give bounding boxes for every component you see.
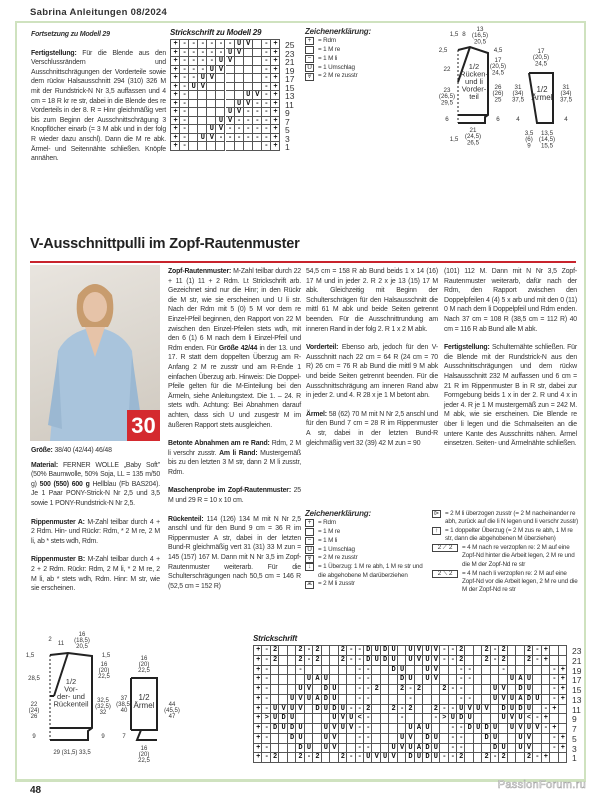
measurement-line: 15,5: [540, 142, 554, 150]
measurement-line: 1,5: [449, 31, 459, 38]
legend-top: [305, 28, 400, 81]
measurement-line: 6: [445, 116, 449, 123]
measurement-label: [102, 653, 111, 659]
measurement-line: 25: [494, 96, 502, 104]
zopf-text: M-Zahl teilbar durch 22 + 11 (1) 11 + 2 Rdm. Lt Strickschrift arb. Gezeichnet sind nur die Hinr; in den Rückr die M str, wie sie erscheinen und U li str. Nach der Rdm mit 5 (0) 5 M vor dem re Einzel-Pfeil beginnen, den Rapport von 22 M zwischen den Einzel-Pfeilen stets wdh, mit den 6 (1) 6 M nach dem li Einzel-Pfeil und Rdm enden. Für: [168, 268, 301, 352]
chart-row-stitches: +- - -- DU UV -- - -+: [256, 665, 570, 674]
legend-main-col1: [305, 510, 425, 589]
measurement-line: 26: [30, 714, 38, 720]
measurement-line: 7: [122, 734, 126, 740]
chart-row-number: 11: [572, 704, 581, 715]
measurement-line: (20): [138, 662, 150, 668]
legend-item: [305, 519, 425, 527]
measurement-line: und li: [465, 77, 483, 86]
measurement-line: 2,5: [438, 47, 448, 54]
measurement-line: Vorder-: [461, 84, 487, 94]
measurement-label: [58, 641, 65, 647]
edge-stitch-icon: +: [305, 37, 314, 45]
legend-item: [305, 537, 425, 545]
chart-row-number: 21: [285, 57, 295, 68]
measurement-label: [450, 31, 459, 38]
chart-row-number: 1: [572, 753, 577, 764]
measurement-line: 28,5: [28, 676, 40, 682]
chart-row-stitches: +-DUDU UVUV-- UAU --DUDU UVUV-+: [256, 724, 561, 732]
measurement-line: 22,5: [138, 758, 150, 764]
measurement-line: 16: [100, 662, 108, 668]
knitting-chart-model29: [170, 39, 295, 153]
measurement-line: 2: [48, 637, 52, 643]
sleeve-piece-label: [134, 693, 155, 710]
measurement-line: 23: [443, 87, 451, 94]
measurement-label: [116, 696, 132, 714]
legend-item: [432, 570, 582, 595]
gauge-text: 25 M und 29 R = 10 x 10 cm.: [168, 487, 301, 505]
skp-icon: ↓: [305, 563, 314, 571]
legend-text: = 1 doppelter Überzug (= 2 M zus re abh, 1 M re str, dann die abgehobenen M überziehen): [445, 527, 573, 543]
measurement-line: (20): [138, 752, 150, 758]
ribA-text: M-Zahl teilbar durch 4 + 2 Rdm. Hin- und Rückr: Rdm, * 2 M re, 2 M li, ab * stets wdh, Rdm.: [31, 518, 160, 545]
legend-item: [305, 554, 425, 562]
betont-lead2: Am li Rand:: [219, 449, 258, 457]
measurement-label: [445, 116, 449, 123]
material-amount: 500 (550) 600 g: [39, 480, 90, 488]
chart-row-number: 19: [285, 65, 295, 76]
betont-text2: Mustergemäß bis zu den letzten 3 M str, dann 2 M li zusstr, Rdm.: [168, 449, 301, 476]
back-lead: Rückenteil:: [168, 515, 204, 523]
legend-item: [305, 55, 400, 63]
zopf-text2: in der 13. und 17. R statt dem doppelten Überzug am R-Anfang 2 M re zusstr und am R-Ende 1 einfachen Überzug arb. Hinweis: Die Doppel-Pfeile gelten für die M-Einteilung bei den Ärmeln, siehe Anleitungstext. Die 1. – 24. R stets wdh. Achtung: Bei Abnahmen darauf achten, dass sich U und zusgestr M im äußeren Rapport stets ausgleichen.: [168, 344, 301, 429]
measurement-line: 1/2: [468, 62, 480, 71]
measurement-label: [496, 116, 500, 123]
chart-row-number: 11: [285, 99, 294, 110]
measurement-line: 1/2: [65, 677, 77, 686]
measurement-line: 20,5: [473, 38, 487, 46]
measurement-line: 29,5: [440, 99, 454, 107]
measurement-line: 8: [462, 31, 466, 38]
continuation-kicker: Fortsetzung zu Modell 29: [31, 31, 110, 38]
measurement-label: [539, 130, 555, 149]
chart-row-stitches: +- UV--+: [173, 99, 283, 108]
measurement-line: 1/2: [138, 693, 150, 702]
chart-row-number: 9: [285, 108, 290, 119]
legend-item: [305, 64, 400, 72]
measurement-label: [472, 26, 488, 45]
measurement-line: 3,5: [524, 130, 534, 137]
front-text: Ebenso arb, jedoch für den V-Ausschnitt nach 22 cm = 64 R (24 cm = 70 R) 26 cm = 76 R ab Bund die mittl 9 M abk und beide Seiten getrennt beenden. Für die Ausschnittschrägung am inneren Rand abw in jeder 2. und 4. R 28 x je 1 M betont abn.: [306, 344, 438, 400]
finishing-lead: Fertigstellung:: [444, 344, 490, 352]
double-decrease-icon: ↑: [432, 527, 441, 535]
measurement-line: 17: [494, 57, 502, 64]
legend-item: [432, 544, 582, 569]
legend-item: [305, 563, 425, 580]
measurement-line: 29 (31,5) 33,5: [53, 750, 91, 756]
measurement-line: 24,5: [534, 60, 548, 68]
measurement-line: 4: [564, 116, 568, 123]
chart-row-number: 7: [572, 724, 577, 734]
measurement-line: (16,5): [471, 32, 489, 40]
measurement-label: [74, 632, 90, 650]
legend-top-title: Zeichenerklärung:: [305, 27, 371, 36]
legend-text: = 2 M li zusstr: [318, 580, 355, 588]
measurement-line: 21: [469, 127, 477, 134]
material-text: FERNER WOLLE „Baby Soft" (50% Baumwolle, 50% Soja, LL = 135 m/50 g): [31, 461, 160, 488]
chart-row-number: 19: [572, 665, 582, 676]
p2tog-icon: ⩕: [305, 581, 314, 589]
measurement-line: (24): [28, 708, 40, 714]
chart-row-stitches: +- UAU -- DU UV -- UAU -+: [256, 675, 570, 684]
article-title: V-Ausschnittpulli im Zopf-Rautenmuster: [30, 236, 300, 252]
sleeve-continued: (101) 112 M. Dann mit N Nr 3,5 Zopf-Rautenmuster weiterarb, dafür nach der Rdm, den Rapport zwischen den Doppelpfeilen 4 (4) 5 x arb und mit den 0 (11) 0 M nach dem li Doppelpfeil und Rdm enden. Nach 37 cm = 108 R (38,5 cm = 112 R) 40 cm = 116 R ab Bund alle M abk.: [444, 268, 577, 333]
chart-title-main: Strickschrift: [253, 634, 298, 643]
measurement-label: [26, 653, 35, 659]
chart-row-stitches: +-UV -+: [173, 82, 283, 91]
sleeve-lead: Ärmel:: [306, 410, 327, 418]
chart-row-number: 5: [572, 733, 577, 744]
body-piece-label: [460, 62, 488, 101]
legend-text: = 1 M li: [318, 54, 338, 62]
measurement-label: [512, 84, 525, 103]
chart-cell: [559, 656, 567, 666]
chart-cell: [559, 646, 567, 656]
chart-row-stitches: +- UV----+: [173, 116, 283, 125]
chart-row-stitches: +- UVUADU -- - -- UVUADU -+: [256, 694, 570, 703]
measurement-line: (20): [98, 668, 110, 674]
legend-main-title: Zeichenerklärung:: [305, 509, 371, 518]
measurement-line: Vor-: [64, 684, 78, 694]
measurement-line: (26): [492, 90, 504, 98]
chart-row-stitches: +-2 2-2 2--UVUV DUDU--2 2-2 2-+: [256, 753, 553, 762]
legend-item: [432, 527, 582, 544]
measurement-line: 22: [443, 66, 451, 73]
chart-row-stitches: +>UDU UVU<- - ->UDU UVU<-+: [256, 714, 553, 723]
measurement-line: 32: [99, 710, 107, 716]
chart-row-number: 3: [285, 133, 290, 144]
measurement-line: 22: [30, 702, 38, 708]
measurement-line: 1,5: [101, 653, 111, 659]
chart-row-number: 21: [572, 655, 582, 666]
measurement-line: teil: [469, 92, 479, 101]
measurement-label: [98, 662, 110, 680]
measurement-line: (26,5): [438, 93, 456, 101]
measurement-label: [516, 116, 520, 123]
measurement-line: Rücken-: [460, 69, 488, 79]
measurement-label: [164, 702, 180, 720]
measurement-line: 26: [494, 84, 502, 91]
measurement-line: 6: [496, 116, 500, 123]
legend-item: [305, 580, 425, 588]
title-underline: [30, 261, 576, 263]
measurement-label: [444, 66, 451, 73]
measurement-line: (34): [512, 90, 524, 98]
legend-text: = 4 M nach li verzopfen re: 2 M auf eine Zopf-Nd vor die Arbeit legen, 2 M re und die M der Zopf-Nd re str: [462, 569, 578, 594]
chart-row-stitches: +- UV------+: [173, 133, 283, 142]
measurement-line: 32,5: [97, 698, 109, 704]
chart-row-number: 25: [285, 40, 295, 50]
model-photo: [30, 265, 160, 441]
measurement-label: [465, 127, 481, 146]
measurement-label: [29, 702, 40, 720]
measurement-line: 40: [120, 708, 128, 714]
legend-text: = 1 M re: [318, 46, 341, 54]
material-lead: Material:: [31, 461, 58, 469]
ribB-text: M-Zahl teilbar durch 4 + 2 + 2 Rdm. Rückr: Rdm, 2 M li, * 2 M re, 2 M li, ab * stets wdh, Rdm. Hinr: M str, wie sie erscheinen.: [31, 556, 160, 593]
measurement-label: [138, 746, 150, 764]
chart-row-stitches: +- UV-----+: [173, 125, 283, 134]
chart-row-stitches: +- DU UV -- UV DU -- DU UV -+: [256, 733, 570, 742]
measurement-label: [533, 48, 549, 67]
legend-item: [305, 546, 425, 554]
size-lead: Größe:: [31, 447, 53, 454]
size-text: 38/40 (42/44) 46/48: [52, 447, 112, 454]
chart-row-number: 5: [285, 125, 290, 136]
measurement-label: [32, 734, 36, 740]
legend-text: = 2 M re zusstr: [318, 554, 358, 562]
measurement-line: 9: [32, 734, 36, 740]
chart-row-number: 1: [285, 142, 290, 153]
chart-row-number: 13: [285, 91, 295, 102]
legend-item: [305, 72, 400, 80]
chart-row-number: 15: [572, 685, 582, 695]
gauge-lead: Maschenprobe im Zopf-Rautenmuster:: [168, 487, 291, 495]
model-number-badge: 30: [127, 410, 160, 441]
measurement-line: 17: [537, 48, 545, 55]
measurement-line: 16: [140, 656, 148, 662]
k2tog-icon: ⩔: [305, 555, 314, 563]
yarn-over-icon: U: [305, 64, 314, 72]
sleeve-piece-label: [532, 85, 553, 102]
chart-row-number: 17: [285, 74, 295, 85]
chart-row-number: 3: [572, 743, 577, 754]
measurement-line: 1,5: [449, 136, 459, 143]
chart-row-stitches: +------UV -+: [173, 40, 283, 48]
article-col3: [306, 267, 438, 457]
chart-row-number: 13: [572, 694, 582, 705]
ribB-lead: Rippenmuster B:: [31, 556, 86, 564]
knitting-chart-main: [253, 645, 582, 764]
legend-item: [305, 528, 425, 536]
purl-icon: −: [305, 537, 314, 545]
chart-cell: [559, 714, 567, 724]
measurement-label: [95, 698, 111, 716]
magazine-header: Sabrina Anleitungen 08/2024: [30, 7, 168, 18]
chart-row-stitches: +- UV-+: [173, 91, 283, 100]
measurement-line: 13: [476, 26, 484, 33]
yarn-over-icon: U: [305, 546, 314, 554]
chart-row-stitches: +--UV -+: [173, 74, 283, 83]
chart-row-stitches: +-----UV -+: [173, 48, 283, 57]
chart-row-stitches: +-2 2-2 2--DUDU UVUV--2 2-2 2-+: [256, 655, 553, 664]
legend-text: = Rdm: [318, 37, 336, 45]
measurement-line: (20,5): [532, 54, 550, 62]
ribA-lead: Rippenmuster A:: [31, 518, 85, 526]
measurement-line: (45,5): [164, 708, 180, 714]
measurement-line: (20,5): [489, 63, 507, 71]
measurement-label: [53, 750, 91, 756]
measurement-line: 22,5: [98, 674, 110, 680]
legend-text: = 1 Umschlag: [318, 63, 355, 71]
k2tog-icon: ⩔: [305, 73, 314, 81]
measurement-line: der- und: [57, 692, 85, 701]
finish-text: Für die Blende aus den Verschlussrändern und Ausschnittschrägungen der Vorderteile sowie dem rückw Halsausschnitt 294 (310) 326 M mit der Rundstrick-N Nr 3,5 auffassen und 4 cm = 18 R kr re str, dabei in die Blende des re Vorderteils in der 8. R = Hinr gleichmäßig vert bis zum Beginn der Ausschnittschrägung 3 Knopflöcher einarb (= 3 M abk und in der folg R wieder dazu anschl). Dann die M re abk. Ärmel- und Seitennähte schließen. Knöpfe annähen.: [31, 49, 166, 163]
measurement-label: [564, 116, 568, 123]
watermark: PassionForum.ru: [497, 779, 586, 791]
measurement-line: 22,5: [138, 668, 150, 674]
measurement-line: 47: [168, 714, 176, 720]
material-text2: Hellblau (Fb BAS204). Je 1 Paar PONY-Strick-N Nr 2,5 und 3,5 sowie 1 PONY-Rundstrick-N Nr 2,5.: [31, 480, 160, 507]
measurement-line: (32,5): [95, 704, 111, 710]
measurement-line: (6): [525, 136, 533, 144]
legend-text: = 1 M li: [318, 536, 338, 544]
legend-text: = 2 M re zusstr: [318, 72, 358, 80]
measurement-label: [138, 656, 150, 674]
chart-row-stitches: +----UV -+: [173, 57, 283, 66]
measurement-line: 4: [516, 116, 520, 123]
betont-lead: Betonte Abnahmen am re Rand:: [168, 440, 270, 448]
measurement-line: 16: [78, 632, 86, 638]
measurement-line: Rückenteil: [53, 699, 89, 709]
page-number: 48: [30, 785, 42, 796]
zopf-size: Größe 42/44: [218, 344, 258, 352]
betont-text: Rdm, 2 M li verschr zusstr.: [168, 440, 301, 457]
measurement-line: 4,5: [493, 47, 503, 54]
measurement-label: [462, 31, 466, 38]
chart-title-model29: Strickschrift zu Modell 29: [170, 28, 262, 37]
front-lead: Vorderteil:: [306, 344, 339, 352]
chart-row-stitches: +---UV -+: [173, 65, 283, 74]
measurement-line: (38,5): [116, 702, 132, 708]
measurement-label: [101, 734, 105, 740]
measurement-label: [439, 87, 455, 106]
measurement-label: [490, 57, 506, 76]
measurement-line: 31: [562, 84, 570, 91]
measurement-label: [492, 84, 503, 103]
sleeve-text: 58 (62) 70 M mit N Nr 2,5 anschl und für den Bund 7 cm = 28 R im Rippenmuster A str, dabei in der letzten Bund-R gleichmäßig vert 32 (39) 42 M zun = 90: [306, 410, 438, 447]
legend-text: = 1 M re: [318, 528, 341, 536]
purl-icon: −: [305, 55, 314, 63]
legend-text: = 2 M li überzogen zusstr (= 2 M nacheinander re abh, zurück auf die li N legen und li verschr zusstr): [445, 510, 579, 526]
schematic-top: [400, 25, 585, 157]
measurement-line: 9: [101, 734, 105, 740]
knit-icon: [305, 528, 314, 536]
continuation-block: [31, 30, 166, 173]
measurement-line: 26,5: [466, 139, 480, 147]
article-col2: [168, 267, 301, 600]
chart-row-number: 9: [572, 714, 577, 725]
measurement-line: 1/2: [536, 85, 548, 94]
chart-row-stitches: +- -+: [173, 142, 283, 151]
measurement-line: (18,5): [74, 638, 90, 644]
back-text: 114 (126) 134 M mit N Nr 2,5 anschl und für den Bund 9 cm = 36 R im Rippenmuster A str, dabei in der letzten Bund-R gleichmäßig vert 31 (31) 33 M zun = 145 (157) 167 M. Dann mit N Nr 3,5 im Zopf-Rautenmuster weiterarb. Für die Schulterschrägungen nach 50,5 cm = 146 R (52,5 cm = 152 R): [168, 515, 301, 590]
measurement-line: 24,5: [491, 69, 505, 77]
measurement-line: 13,5: [540, 130, 554, 137]
legend-text: = 4 M nach re verzopfen re: 2 M auf eine Zopf-Nd hinter die Arbeit legen, 2 M re und die M der Zopf-Nd re str: [462, 544, 575, 568]
chart-row-stitches: +- DU UV -- UVUADU -- DU UV -+: [256, 743, 570, 752]
finishing-text: Schulternähte schließen. Für die Blende mit der Rundstrick-N aus den Ausschnittschrägungen und dem rückw Halsausschnitt 232 M auffassen und 6 cm = 21 R im Rippenmuster B in R str, dabei zur Formgebung beids 1 x in der 2. R und 4 x in jeder 4. R je 1 M mustergemäß zun = 242 M. M abk, wie sie erscheinen. Die Blende re über li legen und die Schmalseiten an die untere Kante des Ausschnitts nähen. Ärmel einsetzen. Seiten- und Ärmelnähte schließen.: [444, 344, 577, 448]
measurement-line: 31: [514, 84, 522, 91]
chart-row-number: 23: [572, 646, 582, 656]
chart-row-number: 7: [285, 116, 290, 127]
legend-item: [305, 46, 400, 54]
p2tog-tbl-icon: ⊳: [433, 510, 440, 518]
schematic-bottom: [20, 630, 200, 775]
legend-text: = Rdm: [318, 519, 336, 527]
finish-lead: Fertigstellung:: [31, 49, 77, 57]
measurement-line: 9: [527, 142, 531, 150]
legend-main-col2: [432, 510, 582, 595]
knit-icon: [305, 46, 314, 54]
measurement-line: 44: [168, 702, 176, 708]
edge-stitch-icon: +: [305, 519, 314, 527]
chart-row-number: 17: [572, 675, 582, 686]
legend-item: [305, 37, 400, 45]
legend-text: = 1 Umschlag: [318, 545, 355, 553]
chart-row-number: 23: [285, 48, 295, 59]
chart-cell: [559, 753, 567, 763]
cable-left-icon: 2 ⟍ 2: [432, 570, 458, 578]
chart-row-number: 15: [285, 82, 295, 93]
legend-item: [432, 510, 582, 527]
zopf-lead: Zopf-Rautenmuster:: [168, 268, 232, 275]
article-col1: [31, 446, 160, 603]
measurement-line: 37,5: [559, 96, 573, 104]
chart-row-stitches: +-2 2-2 2--DUDU UVUV--2 2-2 2-+: [256, 646, 553, 654]
measurement-line: 1,5: [25, 653, 35, 659]
chart-row-stitches: +- UV DU --2 2-2 2-- UV DU -+: [256, 685, 570, 693]
measurement-label: [494, 47, 503, 54]
article-col4: [444, 267, 577, 458]
measurement-line: 37,5: [511, 96, 525, 104]
back-continued: 54,5 cm = 158 R ab Bund beids 1 x 14 (16) 17 M und in jeder 2. R 2 x je 13 (15) 17 M abk. Gleichzeitig mit Beginn der Schulterschrägen für den Halsausschnitt die mittl 61 M abk und beide Seiten getrennt beenden. Für die Ausschnittrundung am inneren Rand in der folg 2. R 1 x 2 M abk.: [306, 268, 438, 333]
measurement-line: (24,5): [464, 133, 482, 141]
measurement-line: 11: [57, 641, 65, 647]
measurement-line: 37: [120, 696, 128, 702]
cable-right-icon: 2 ⟋ 2: [432, 544, 458, 552]
measurement-line: 20,5: [76, 644, 88, 650]
measurement-label: [439, 47, 448, 54]
measurement-label: [28, 676, 40, 682]
measurement-label: [122, 734, 126, 740]
measurement-label: [48, 637, 52, 643]
chart-row-stitches: +-UVUV DUDU--2 2-2 2--UVUV DUDU -+: [256, 704, 561, 713]
measurement-label: [450, 136, 459, 143]
measurement-label: [525, 130, 534, 149]
measurement-line: 16: [140, 746, 148, 752]
chart-row-stitches: +- UV---+: [173, 108, 283, 117]
measurement-line: Ärmel: [531, 93, 553, 102]
legend-text: = 1 Überzug: 1 M re abh, 1 M re str und die abgehobene M darüberziehen: [318, 563, 423, 579]
measurement-line: Ärmel: [133, 701, 155, 710]
measurement-label: [560, 84, 573, 103]
measurement-line: (14,5): [538, 136, 556, 144]
measurement-line: (34): [560, 90, 572, 98]
